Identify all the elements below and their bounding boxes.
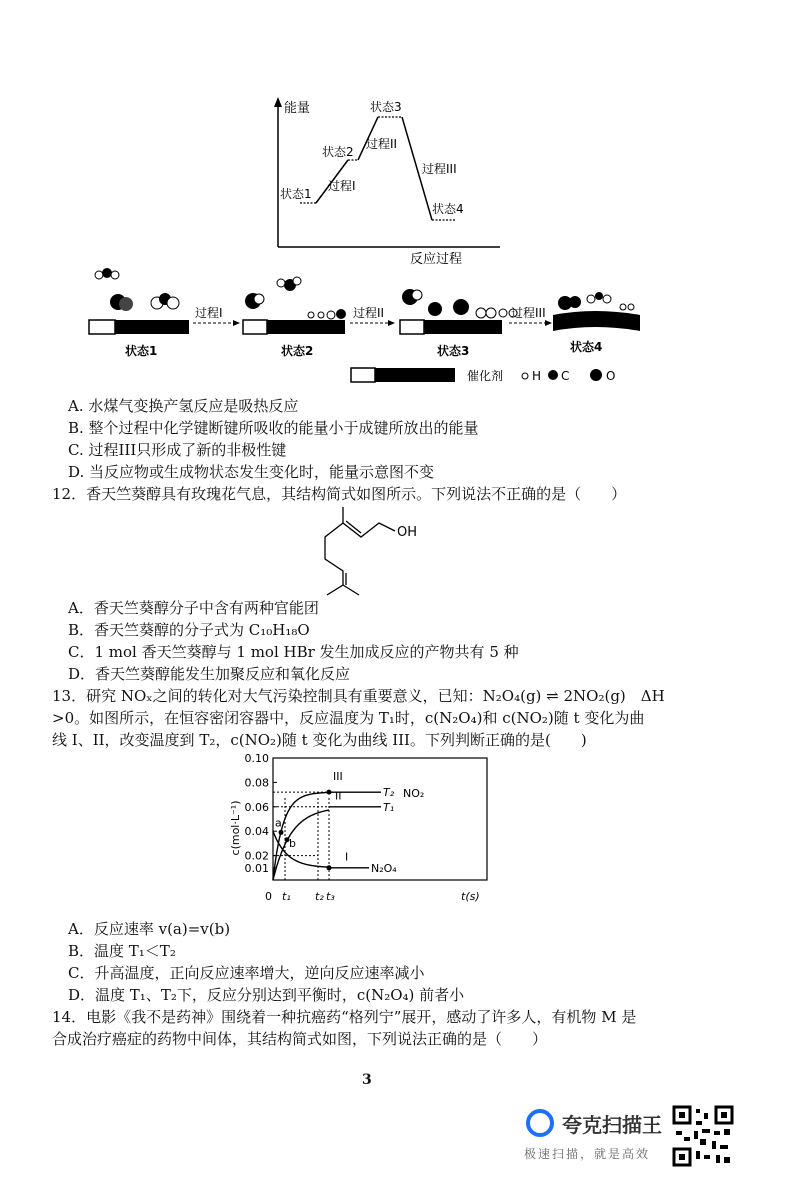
concentration-chart bbox=[225, 748, 495, 918]
x-axis-label: t(s) bbox=[461, 890, 480, 903]
label-b: b bbox=[289, 837, 296, 851]
y-tick-label-3: 0.06 bbox=[244, 800, 269, 814]
mech-state-3: 状态3 bbox=[437, 344, 470, 358]
y-tick-label-0: 0.01 bbox=[244, 861, 269, 875]
y-tick-label-1: 0.02 bbox=[244, 849, 269, 863]
y-tick-label-4: 0.08 bbox=[244, 776, 269, 790]
oh-label: OH bbox=[397, 525, 418, 540]
q13-option-b: B．温度 T₁＜T₂ bbox=[68, 942, 176, 960]
energy-diagram bbox=[260, 95, 510, 270]
q11-option-b: B. 整个过程中化学键断键所吸收的能量小于成键所放出的能量 bbox=[68, 419, 479, 437]
qr-code-icon bbox=[672, 1105, 734, 1167]
energy-state-1: 状态1 bbox=[280, 187, 312, 201]
x-tick-label-1: t₁ bbox=[282, 890, 291, 903]
q12-stem: 12．香天竺葵醇具有玫瑰花气息，其结构简式如图所示。下列说法不正确的是（ ） bbox=[52, 485, 627, 503]
series-i-label: N₂O₄ bbox=[371, 861, 397, 875]
q11-option-d: D. 当反应物或生成物状态发生变化时，能量示意图不变 bbox=[68, 463, 435, 481]
q12-option-a: A．香天竺葵醇分子中含有两种官能团 bbox=[68, 599, 319, 617]
series-iii-label: T₂ bbox=[383, 786, 395, 800]
scanner-watermark bbox=[522, 1105, 787, 1167]
mechanism-diagram bbox=[85, 265, 655, 390]
energy-process-3: 过程III bbox=[422, 162, 457, 176]
q13-line-2: >0。如图所示，在恒容密闭容器中，反应温度为 T₁时，c(N₂O₄)和 c(NO₂)随 t 变化为曲 bbox=[52, 709, 645, 727]
legend-o: O bbox=[606, 369, 616, 383]
energy-state-4: 状态4 bbox=[432, 202, 464, 216]
q11-option-c: C. 过程III只形成了新的非极性键 bbox=[68, 441, 287, 459]
mech-process-1: 过程I bbox=[195, 306, 223, 320]
series-ii-label: T₁ bbox=[383, 800, 395, 814]
q14-line-1: 14．电影《我不是药神》围绕着一种抗癌药“格列宁”展开，感动了许多人，有机物 M 是 bbox=[52, 1008, 637, 1026]
legend-catalyst: 催化剂 bbox=[467, 369, 504, 383]
q13-line-1: 13．研究 NOₓ之间的转化对大气污染控制具有重要意义，已知：N₂O₄(g) ⇌ 2NO₂(g) ΔH bbox=[52, 687, 665, 705]
energy-state-3: 状态3 bbox=[370, 100, 402, 114]
x-tick-label-2: t₂ bbox=[315, 890, 324, 903]
series-iii-name: III bbox=[333, 769, 343, 783]
watermark-slogan: 极速扫描，就是高效 bbox=[524, 1147, 651, 1161]
q14-line-2: 合成治疗癌症的药物中间体，其结构简式如图，下列说法正确的是（ ） bbox=[52, 1030, 548, 1048]
mech-state-2: 状态2 bbox=[281, 344, 314, 358]
mech-state-4: 状态4 bbox=[570, 340, 603, 354]
legend-c: C bbox=[561, 369, 570, 383]
energy-x-label: 反应过程 bbox=[410, 252, 463, 267]
q13-option-d: D．温度 T₁、T₂下，反应分别达到平衡时，c(N₂O₄) 前者小 bbox=[68, 986, 465, 1004]
series-i-name: I bbox=[345, 850, 349, 864]
y-tick-label-5: 0.10 bbox=[244, 752, 269, 765]
x-tick-label-0: 0 bbox=[265, 890, 272, 903]
x-tick-label-3: t₃ bbox=[326, 890, 335, 903]
series-i-line bbox=[273, 831, 329, 867]
series-ii-name: II bbox=[335, 789, 342, 803]
no2-label: NO₂ bbox=[403, 787, 425, 801]
energy-state-2: 状态2 bbox=[322, 145, 354, 159]
quark-logo-icon bbox=[526, 1109, 554, 1137]
mech-state-1: 状态1 bbox=[125, 344, 158, 358]
q13-option-a: A．反应速率 v(a)=v(b) bbox=[68, 920, 231, 938]
q13-option-c: C．升高温度，正向反应速率增大，逆向反应速率减小 bbox=[68, 964, 425, 982]
watermark-brand: 夸克扫描王 bbox=[562, 1113, 662, 1137]
mech-process-2: 过程II bbox=[353, 306, 385, 320]
energy-y-label: 能量 bbox=[284, 101, 311, 116]
q12-option-d: D．香天竺葵醇能发生加聚反应和氧化反应 bbox=[68, 665, 351, 683]
page-number: 3 bbox=[362, 1072, 372, 1088]
y-tick-label-2: 0.04 bbox=[244, 825, 269, 839]
q12-option-b: B．香天竺葵醇的分子式为 C₁₀H₁₈O bbox=[68, 621, 310, 639]
series-i-point bbox=[327, 865, 332, 870]
mech-process-3: 过程III bbox=[511, 306, 546, 320]
point-a bbox=[279, 830, 284, 835]
series-iii-point bbox=[327, 790, 332, 795]
geraniol-structure bbox=[315, 505, 425, 600]
energy-process-2: 过程II bbox=[366, 137, 398, 151]
q11-option-a: A. 水煤气变换产氢反应是吸热反应 bbox=[68, 397, 299, 415]
legend-h: H bbox=[532, 369, 542, 383]
q13-line-3: 线 I、II，改变温度到 T₂，c(NO₂)随 t 变化为曲线 III。下列判断正确的是( ) bbox=[52, 731, 587, 749]
y-axis-label: c(mol·L⁻¹) bbox=[229, 800, 242, 856]
q12-option-c: C．1 mol 香天竺葵醇与 1 mol HBr 发生加成反应的产物共有 5 种 bbox=[68, 643, 519, 661]
label-a: a bbox=[275, 816, 282, 830]
energy-process-1: 过程I bbox=[328, 179, 356, 193]
